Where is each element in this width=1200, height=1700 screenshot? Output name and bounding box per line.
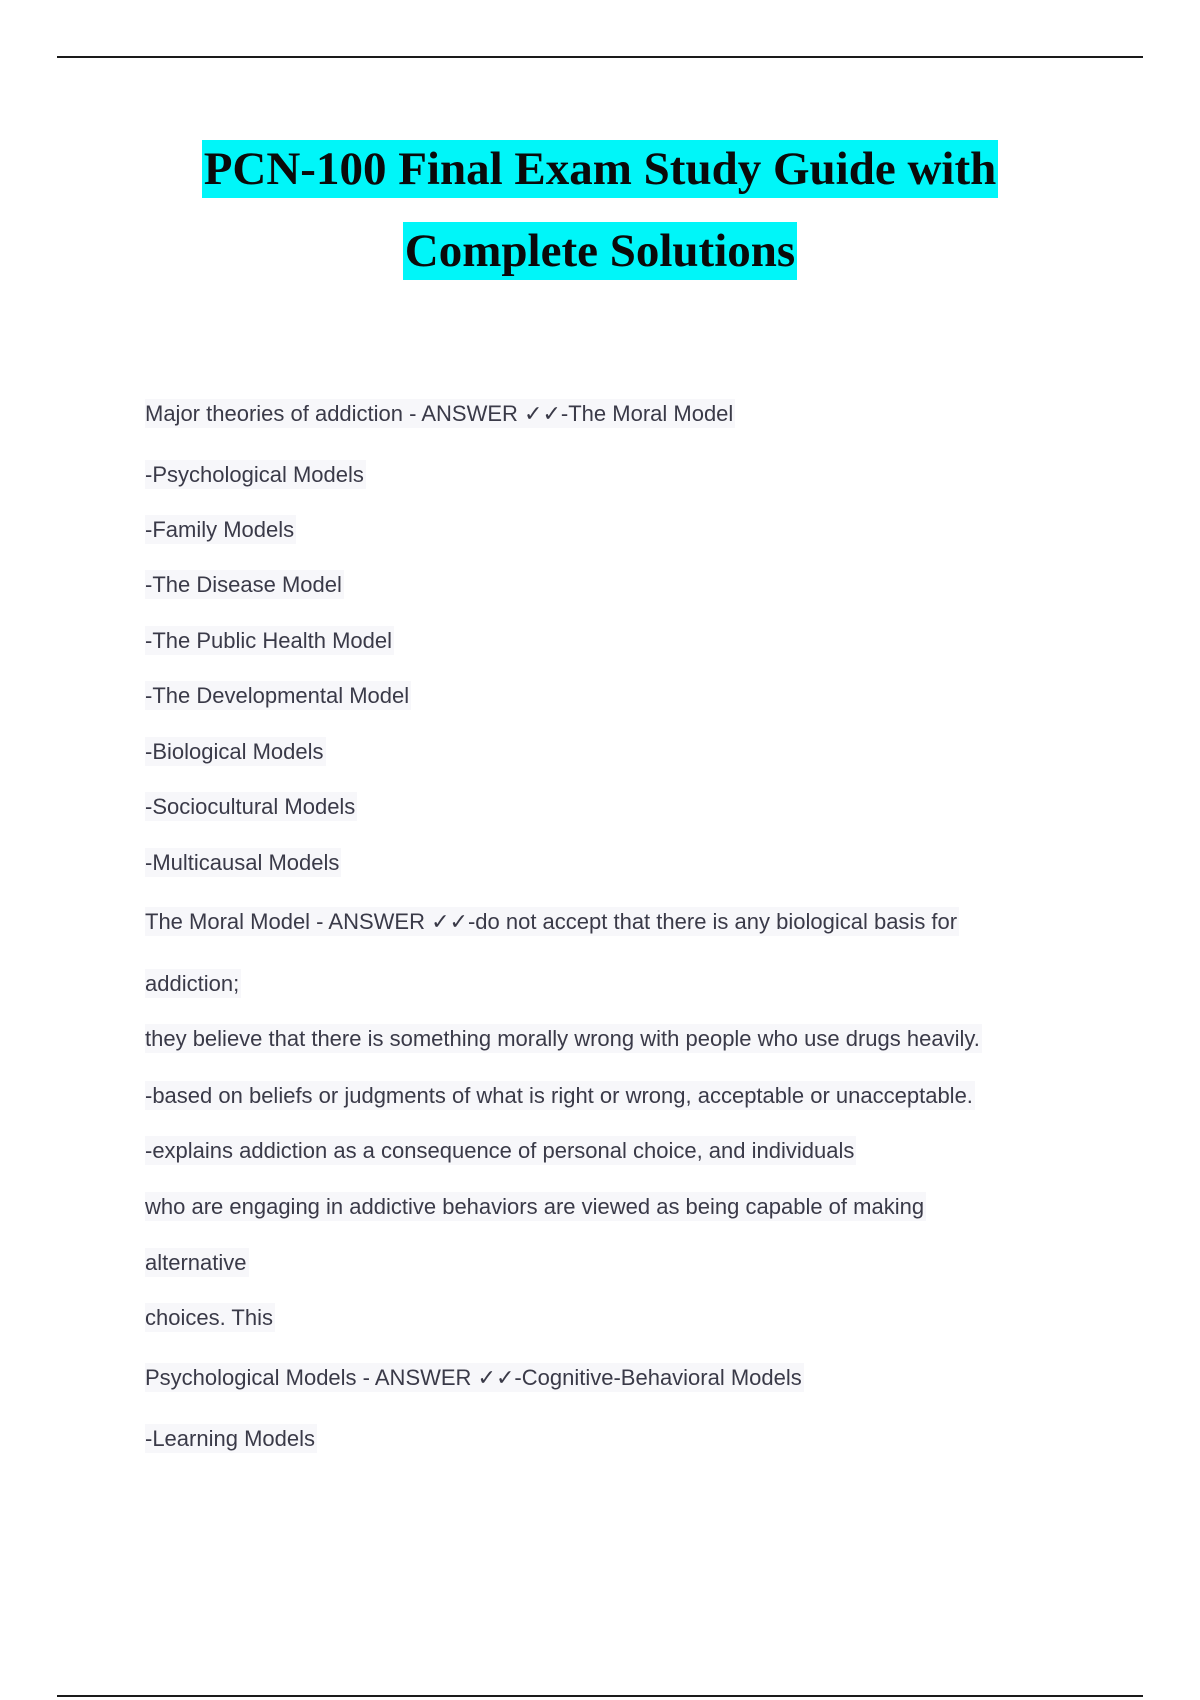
- body-line: Psychological Models - ANSWER ✓✓-Cognitive-Behavioral Models: [145, 1365, 802, 1390]
- body-line: -based on beliefs or judgments of what is right or wrong, acceptable or unacceptable.: [145, 1083, 973, 1108]
- title-line-1: [0, 140, 1200, 198]
- bottom-rule: [57, 1695, 1143, 1697]
- top-rule: [57, 56, 1143, 58]
- body-line: addiction;: [145, 971, 240, 996]
- title-text-2: Complete Solutions: [403, 222, 797, 280]
- body-line: -Biological Models: [145, 739, 324, 764]
- title-line-2: [0, 222, 1200, 280]
- body-line: choices. This: [145, 1305, 273, 1330]
- title-text-1: PCN-100 Final Exam Study Guide with: [202, 140, 999, 198]
- body-line: -Sociocultural Models: [145, 794, 356, 819]
- body-line: The Moral Model - ANSWER ✓✓-do not accept that there is any biological basis for: [145, 909, 958, 934]
- body-line: -Multicausal Models: [145, 850, 340, 875]
- body-line: -The Disease Model: [145, 572, 342, 597]
- body-line: -The Developmental Model: [145, 683, 410, 708]
- document-title: [0, 140, 1200, 280]
- body-line: who are engaging in addictive behaviors are viewed as being capable of making: [145, 1194, 925, 1219]
- body-line: -Learning Models: [145, 1426, 315, 1451]
- body-line: -The Public Health Model: [145, 628, 393, 653]
- body-line: alternative: [145, 1250, 247, 1275]
- body-line: -Psychological Models: [145, 462, 364, 487]
- body-line: -explains addiction as a consequence of personal choice, and individuals: [145, 1138, 855, 1163]
- body-line: they believe that there is something morally wrong with people who use drugs heavily.: [145, 1026, 980, 1051]
- body-line: -Family Models: [145, 517, 295, 542]
- body-line: Major theories of addiction - ANSWER ✓✓-The Moral Model: [145, 401, 734, 426]
